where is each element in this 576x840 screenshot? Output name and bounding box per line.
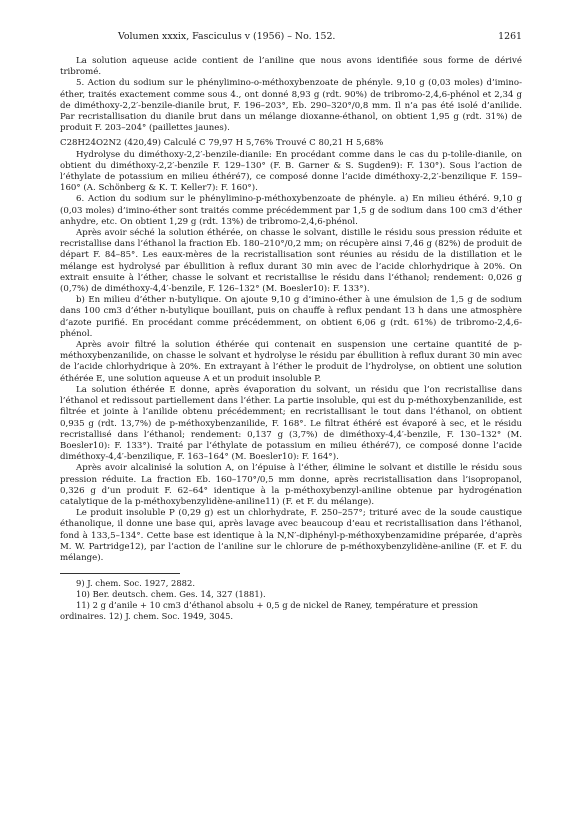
footnote-11-12: 11) 2 g d’anile + 10 cm3 d’éthanol absolu + 0,5 g de nickel de Raney, température et pression ordinaires. 12) J. chem. Soc. 1949, 3045.: [60, 600, 479, 622]
paragraph-6: b) En milieu d’éther n-butylique. On ajoute 9,10 g d’imino-éther à une émulsion de 1,5 g de sodium dans 100 cm3 d’éther n-butylique bouillant, puis on chauffe à reflux pendant 13 h dans une atmosphère d’azote purifié. En procédant comme précédemment, on obtient 6,06 g (rdt. 61%) de tribromo-2,4,6-phénol.: [60, 295, 522, 339]
paragraph-7: Après avoir filtré la solution éthérée qui contenait en suspension une certaine quantité de p-méthoxybenzanilide, on chasse le solvant et hydrolyse le résidu par ébullition à reflux durant 30 min avec de l’acide chlorhydrique à 20%. En extrayant à l’éther le produit de l’hydrolyse, on obtient une solution éthérée E, une solution aqueuse A et un produit insoluble P.: [60, 340, 522, 384]
footnote-9: 9) J. chem. Soc. 1927, 2882.: [76, 578, 196, 589]
footnote-rule: [60, 573, 180, 574]
page: [60, 30, 522, 622]
paragraph-5: Après avoir séché la solution éthérée, on chasse le solvant, distille le résidu sous pression réduite et recristallise dans l’éthanol la fraction Eb. 180–210°/0,2 mm; on récupère ainsi 7,46 g (82%) de produit de départ F. 84–85°. Les eaux-mères de la recristallisation sont réunies au résidu de la distillation et le mélange est hydrolysé par ébullition à reflux durant 30 min avec de l’acide chlorhydrique à 20%. On extrait ensuite à l’éther, chasse le solvant et recristallise le résidu dans l’éthanol; rendement: 0,026 g (0,7%) de diméthoxy-4,4′-benzile, F. 126–132° (M. Boesler10): F. 133°).: [60, 228, 522, 295]
paragraph-9: Après avoir alcalinisé la solution A, on l’épuise à l’éther, élimine le solvant et distille le résidu sous pression réduite. La fraction Eb. 160–170°/0,5 mm donne, après recristallisation dans l’isopropanol, 0,326 g d’un produit F. 62–64° identique à la p-méthoxybenzyl-aniline obtenue par hydrogénation catalytique de la p-méthoxybenzylidène-aniline11) (F. et F. du mélange).: [60, 463, 522, 507]
running-header: [60, 30, 522, 44]
body-text: [60, 56, 522, 564]
page-number: 1261: [498, 31, 522, 42]
paragraph-4: 6. Action du sodium sur le phénylimino-p-méthoxybenzoate de phényle. a) En milieu éthéré. 9,10 g (0,03 moles) d’imino-éther sont traités comme précédemment par 1,5 g de sodium dans 100 cm3 d’éther anhydre, etc. On obtient 1,29 g (rdt. 13%) de tribromo-2,4,6-phénol.: [60, 194, 522, 227]
paragraph-2: 5. Action du sodium sur le phénylimino-o-méthoxybenzoate de phényle. 9,10 g (0,03 moles) d’imino-éther, traités exactement comme sous 4., ont donné 8,93 g (rdt. 90%) de tribromo-2,4,6-phénol et 2,34 g de diméthoxy-2,2′-benzile-dianile brut, F. 196–203°, Eb. 290–320°/0,8 mm. Il n’a pas été isolé d’anilide. Par recristallisation du dianile brut dans un mélange dioxanne-éthanol, on obtient 1,95 g (rdt. 31%) de produit F. 203–204° (paillettes jaunes).: [60, 78, 522, 134]
elemental-analysis: C28H24O2N2 (420,49) Calculé C 79,97 H 5,76% Trouvé C 80,21 H 5,68%: [60, 138, 384, 149]
paragraph-8: La solution éthérée E donne, après évaporation du solvant, un résidu que l’on recristallise dans l’éthanol et redissout partiellement dans l’éther. La partie insoluble, qui est du p-méthoxybenzanilide, est filtrée et jointe à l’anilide obtenu précédemment; en recristallisant le tout dans l’éthanol, on obtient 0,935 g (rdt. 13,7%) de p-méthoxybenzanilide, F. 168°. Le filtrat éthéré est évaporé à sec, et le résidu recristallisé dans l’éthanol; rendement: 0,137 g (3,7%) de diméthoxy-4,4′-benzile, F. 130–132° (M. Boesler10): F. 133°). Traité par l’éthylate de potassium en milieu éthéré7), ce composé donne l’acide diméthoxy-4,4′-benzilique, F. 163–164° (M. Boesler10): F. 164°).: [60, 384, 522, 463]
running-title: Volumen xxxix, Fasciculus v (1956) – No. 152.: [118, 31, 336, 42]
footnote-10: 10) Ber. deutsch. chem. Ges. 14, 327 (1881).: [76, 589, 266, 600]
paragraph-1: La solution aqueuse acide contient de l’aniline que nous avons identifiée sous forme de dérivé tribromé.: [60, 56, 522, 78]
footnotes: [60, 578, 522, 622]
paragraph-3: Hydrolyse du diméthoxy-2,2′-benzile-dianile: En procédant comme dans le cas du p-tolile-dianile, on obtient du diméthoxy-2,2′-benzile F. 129–130° (F. B. Garner & S. Sugden9): F. 130°). Sous l’action de l’éthylate de potassium en milieu éthéré7), ce composé donne l’acide diméthoxy-2,2′-benzilique F. 159–160° (A. Schönberg & K. T. Keller7): F. 160°).: [60, 149, 522, 194]
paragraph-10: Le produit insoluble P (0,29 g) est un chlorhydrate, F. 250–257°; trituré avec de la soude caustique éthanolique, il donne une base qui, après lavage avec beaucoup d’eau et recristallisation dans l’éthanol, fond à 133,5–134°. Cette base est identique à la N,N′-diphényl-p-méthoxybenzamidine préparée, d’après M. W. Partridge12), par l’action de l’aniline sur le chlorure de p-méthoxybenzylidène-aniline (F. et F. du mélange).: [60, 508, 522, 563]
